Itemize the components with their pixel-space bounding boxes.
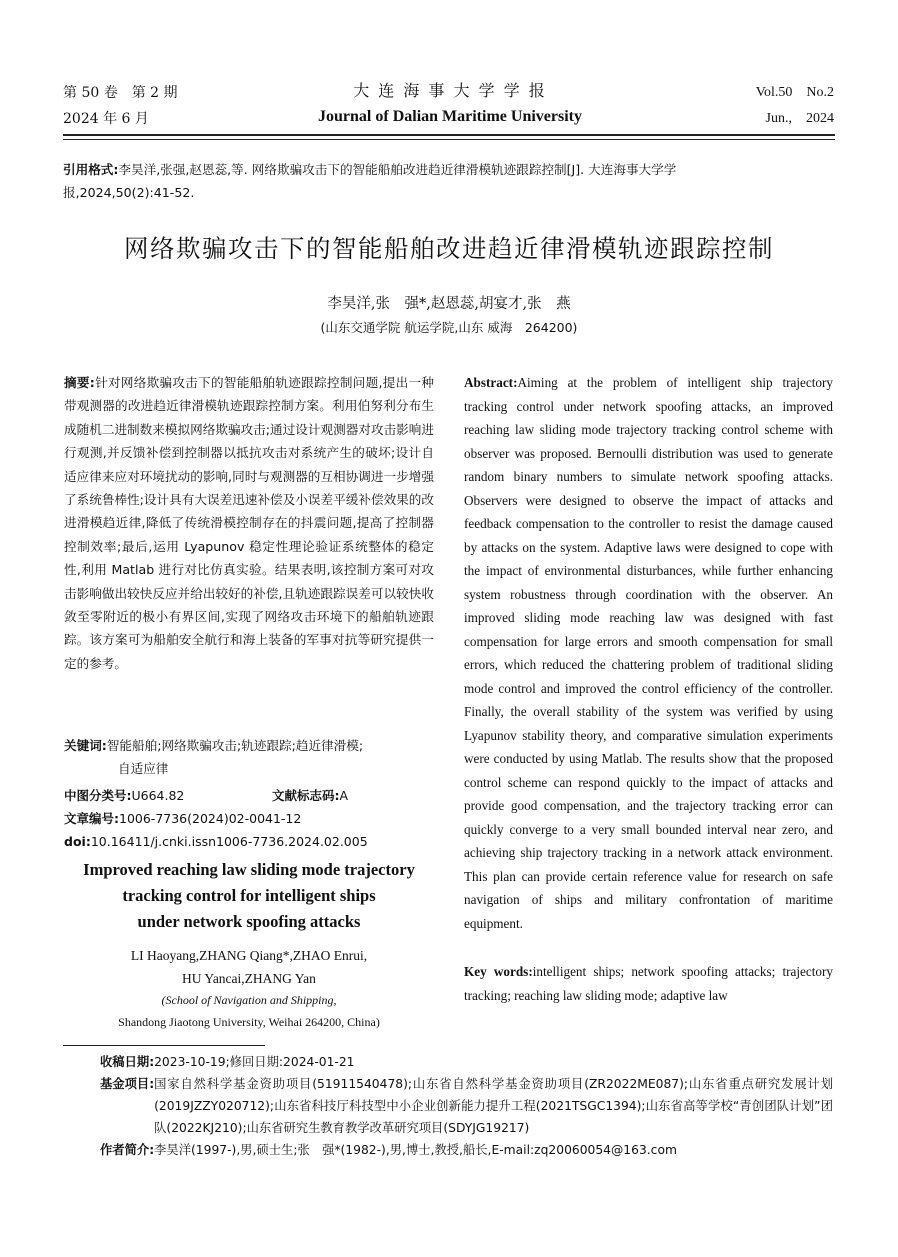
authors-en-line2: HU Yancai,ZHANG Yan (182, 971, 316, 986)
clc-number (64, 785, 184, 806)
footnote-rule (63, 1045, 265, 1046)
citation-label: 引用格式: (63, 162, 119, 177)
received-dates (100, 1051, 833, 1073)
affiliation-en (50, 989, 448, 1033)
abstract-cn (64, 371, 434, 675)
doi-label: doi: (64, 834, 91, 849)
author-bio-text: 李昊洋(1997-),男,硕士生;张 强*(1982-),男,博士,教授,船长,E-mail:zq20060054@163.com (154, 1143, 677, 1157)
abstract-en-label: Abstract: (464, 375, 518, 390)
abstract-en-text: Aiming at the problem of intelligent ship trajectory tracking control under network spoofing attacks, an improved reaching law sliding mode trajectory tracking control scheme with observer was proposed. Bernoulli distribution was used to generate random binary numbers to simulate network spoofing attacks. Observers were designed to observe the impact of attacks and feedback compensation to the controller to resist the damage caused by attacks on the system. Adaptive laws were designed to cope with the impact of environmental disturbances, while further enhancing system robustness through coordination with the observer. An improved sliding mode reaching law was designed with fast compensation for large errors and smooth compensation for small errors, which reduced the chattering problem of traditional sliding mode control and improved the control efficiency of the controller. Finally, the overall stability of the system was verified by using Lyapunov stability theory, and comparative simulation experiments were conducted by using Matlab. The results show that the proposed control scheme can respond quickly to the impact of attacks and provide good compensation, and the trajectory tracking error can quickly converge to a very small bounded interval near zero, and achieving ship trajectory tracking in a network attack environment. This plan can provide certain reference value for research on safe navigation of ships and military confrontation of maritime equipment. (464, 375, 833, 931)
doi-value: 10.16411/j.cnki.issn1006-7736.2024.02.005 (90, 834, 368, 849)
footnotes (100, 1051, 833, 1161)
citation-line2: 报,2024,50(2):41-52. (63, 185, 195, 200)
doi (64, 831, 368, 852)
received-text: 2023-10-19;修回日期:2024-01-21 (154, 1055, 355, 1069)
citation (63, 158, 835, 204)
abstract-cn-text: 针对网络欺骗攻击下的智能船舶轨迹跟踪控制问题,提出一种带观测器的改进趋近律滑模轨迹跟踪控制方案。利用伯努利分布生成随机二进制数来模拟网络欺骗攻击;通过设计观测器对攻击影响进行观测,并反馈补偿到控制器以抵抗攻击对系统产生的破坏;设计自适应律来应对环境扰动的影响,同时与观测器的互相协调进一步增强了系统鲁棒性;设计具有大误差迅速补偿及小误差平缓补偿效果的改进滑模趋近律,降低了传统滑模控制存在的抖震问题,提高了控制器控制效率;最后,运用 Lyapunov 稳定性理论验证系统整体的稳定性,利用 Matlab 进行对比仿真实验。结果表明,该控制方案可对攻击影响做出较快反应并给出较好的补偿,且轨迹跟踪误差可以较快收敛至零附近的极小有界区间,实现了网络攻击环境下的船舶轨迹跟踪。该方案可为船舶安全航行和海上装备的军事对抗等研究提供一定的参考。 (64, 375, 434, 671)
publication-date-en: Jun., 2024 (765, 111, 834, 126)
fund-label: 基金项目: (100, 1077, 155, 1091)
abstract-en (464, 371, 833, 935)
document-code (272, 785, 348, 806)
doc-value: A (339, 788, 349, 803)
journal-title-cn: 大 连 海 事 大 学 学 报 (353, 81, 547, 100)
paper-title-en (50, 857, 448, 935)
authors-cn: 李昊洋,张 强*,赵恩蕊,胡宴才,张 燕 (327, 296, 571, 312)
article-number (64, 808, 301, 829)
paper-title-cn: 网络欺骗攻击下的智能船舶改进趋近律滑模轨迹跟踪控制 (124, 234, 774, 263)
author-bio-label: 作者简介: (100, 1143, 155, 1157)
article-label: 文章编号: (64, 811, 119, 826)
keywords-cn-line2: 自适应律 (118, 761, 169, 777)
doc-label: 文献标志码: (272, 788, 340, 803)
keywords-en-text: intelligent ships; network spoofing attacks; trajectory tracking; reaching law sliding mode; adaptive law (464, 964, 833, 1003)
author-bio (100, 1139, 833, 1161)
volume-issue-en: Vol.50 No.2 (755, 85, 834, 100)
header-rule-top (63, 134, 835, 136)
authors-en (50, 944, 448, 990)
authors-en-line1: LI Haoyang,ZHANG Qiang*,ZHAO Enrui, (130, 948, 368, 963)
affiliation-cn: (山东交通学院 航运学院,山东 威海 264200) (320, 320, 578, 335)
keywords-cn-line1: 智能船舶;网络欺骗攻击;轨迹跟踪;趋近律滑模; (106, 738, 364, 753)
citation-line1: 李昊洋,张强,赵恩蕊,等. 网络欺骗攻击下的智能船舶改进趋近律滑模轨迹跟踪控制[J]. 大连海事大学学 (118, 162, 677, 177)
header-rule-bottom (63, 139, 835, 140)
abstract-cn-label: 摘要: (64, 375, 95, 390)
keywords-en-label: Key words: (464, 964, 533, 979)
title-en-line2: tracking control for intelligent ships (122, 886, 376, 905)
journal-title-en: Journal of Dalian Maritime University (318, 108, 582, 125)
title-en-line3: under network spoofing attacks (137, 912, 361, 931)
title-en-line1: Improved reaching law sliding mode trajectory (83, 860, 415, 879)
keywords-en (464, 960, 833, 1007)
affiliation-en-line2: Shandong Jiaotong University, Weihai 264200, China) (118, 1015, 380, 1029)
keywords-cn-label: 关键词: (64, 738, 107, 753)
publication-date: 2024 年 6 月 (63, 111, 149, 127)
keywords-cn (64, 734, 434, 781)
received-label: 收稿日期: (100, 1055, 155, 1069)
affiliation-en-line1: (School of Navigation and Shipping, (161, 993, 337, 1007)
volume-issue: 第 50 卷 第 2 期 (63, 85, 178, 101)
fund-projects (100, 1073, 833, 1139)
fund-text: 国家自然科学基金资助项目(51911540478);山东省自然科学基金资助项目(ZR2022ME087);山东省重点研究发展计划(2019JZZY020712);山东省科技厅科技型中小企业创新能力提升工程(2021TSGC1394);山东省高等学校“青创团队计划”团队(2022KJ210);山东省研究生教育教学改革研究项目(SDYJG19217) (154, 1077, 833, 1135)
clc-label: 中图分类号: (64, 788, 132, 803)
clc-value: U664.82 (131, 788, 185, 803)
article-value: 1006-7736(2024)02-0041-12 (119, 811, 302, 826)
